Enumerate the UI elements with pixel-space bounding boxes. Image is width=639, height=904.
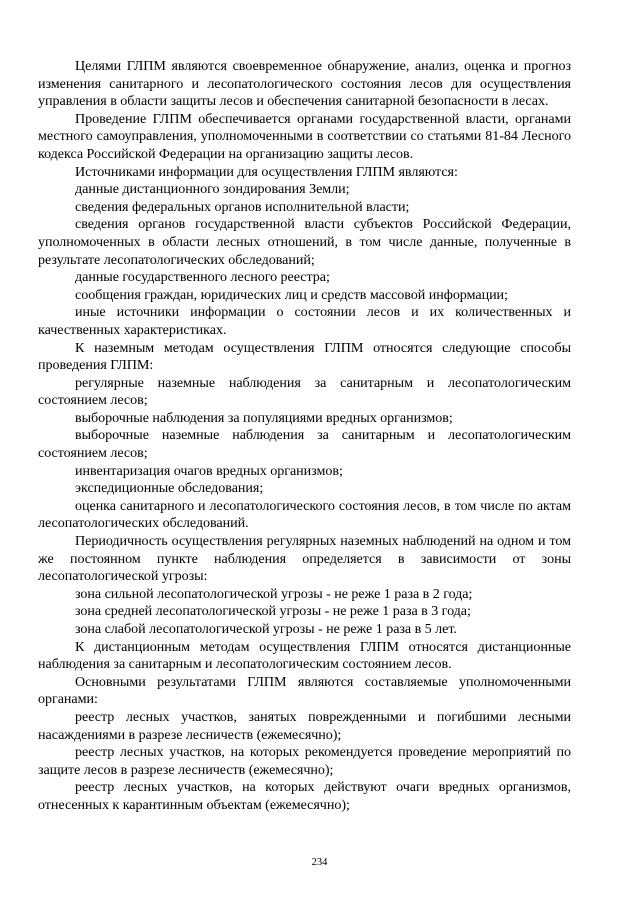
list-item-method: оценка санитарного и лесопатологического состояния лесов, в том числе по актам лесопатологических обследований. <box>38 497 571 532</box>
paragraph-periodicity: Периодичность осуществления регулярных наземных наблюдений на одном и том же постоянном пункте наблюдения определяется в зависимости от зоны лесопатологической угрозы: <box>38 533 571 585</box>
list-item-zone: зона сильной лесопатологической угрозы - не реже 1 раза в 2 года; <box>75 585 473 602</box>
list-item-result: реестр лесных участков, занятых поврежденными и погибшими лесными насаждениями в разрезе лесничеств (ежемесячно); <box>38 708 571 743</box>
list-item-source: сведения федеральных органов исполнительной власти; <box>75 198 410 215</box>
list-item-method: экспедиционные обследования; <box>75 480 264 497</box>
list-item-source: данные государственного лесного реестра; <box>75 269 330 286</box>
list-item-zone: зона слабой лесопатологической угрозы - не реже 1 раза в 5 лет. <box>75 621 457 637</box>
paragraph-remote-methods: К дистанционным методам осуществления ГЛПМ относятся дистанционные наблюдения за санитарным и лесопатологическим состоянием лесов. <box>38 638 571 673</box>
document-page <box>38 58 571 815</box>
list-item-result: реестр лесных участков, на которых действуют очаги вредных организмов, отнесенных к карантинным объектам (ежемесячно); <box>38 779 571 813</box>
paragraph-sources-intro: Источниками информации для осуществления ГЛПМ являются: <box>75 163 458 180</box>
list-item-method: выборочные наблюдения за популяциями вредных организмов; <box>75 409 453 426</box>
list-item-source: сведения органов государственной власти субъектов Российской Федерации, уполномоченных в области лесных отношений, в том числе данные, полученные в результате лесопатологических обследований; <box>38 216 571 268</box>
paragraph-conduct: Проведение ГЛПМ обеспечивается органами государственной власти, органами местного самоуправления, уполномоченными в соответствии со статьями 81-84 Лесного кодекса Российской Федерации на организацию защиты лесов. <box>38 110 571 162</box>
paragraph-goals: Целями ГЛПМ являются своевременное обнаружение, анализ, оценка и прогноз изменения санитарного и лесопатологического состояния лесов для осуществления управления в области защиты лесов и обеспечения санитарной безопасности в лесах. <box>38 58 571 110</box>
list-item-source: иные источники информации о состоянии лесов и их количественных и качественных характеристиках. <box>38 304 571 338</box>
list-item-result: реестр лесных участков, на которых рекомендуется проведение мероприятий по защите лесов в разрезе лесничеств (ежемесячно); <box>38 744 571 778</box>
list-item-method: регулярные наземные наблюдения за санитарным и лесопатологическим состоянием лесов; <box>38 374 571 409</box>
paragraph-ground-methods-intro: К наземным методам осуществления ГЛПМ относятся следующие способы проведения ГЛПМ: <box>38 339 571 374</box>
list-item-method: выборочные наземные наблюдения за санитарным и лесопатологическим состоянием лесов; <box>38 427 571 462</box>
list-item-source: данные дистанционного зондирования Земли; <box>75 181 350 198</box>
page-number: 234 <box>311 857 328 868</box>
list-item-source: сообщения граждан, юридических лиц и средств массовой информации; <box>75 286 508 303</box>
list-item-method: инвентаризация очагов вредных организмов; <box>75 462 343 479</box>
paragraph-results-intro: Основными результатами ГЛПМ являются составляемые уполномоченными органами: <box>38 673 571 708</box>
list-item-zone: зона средней лесопатологической угрозы - не реже 1 раза в 3 года; <box>75 603 471 620</box>
